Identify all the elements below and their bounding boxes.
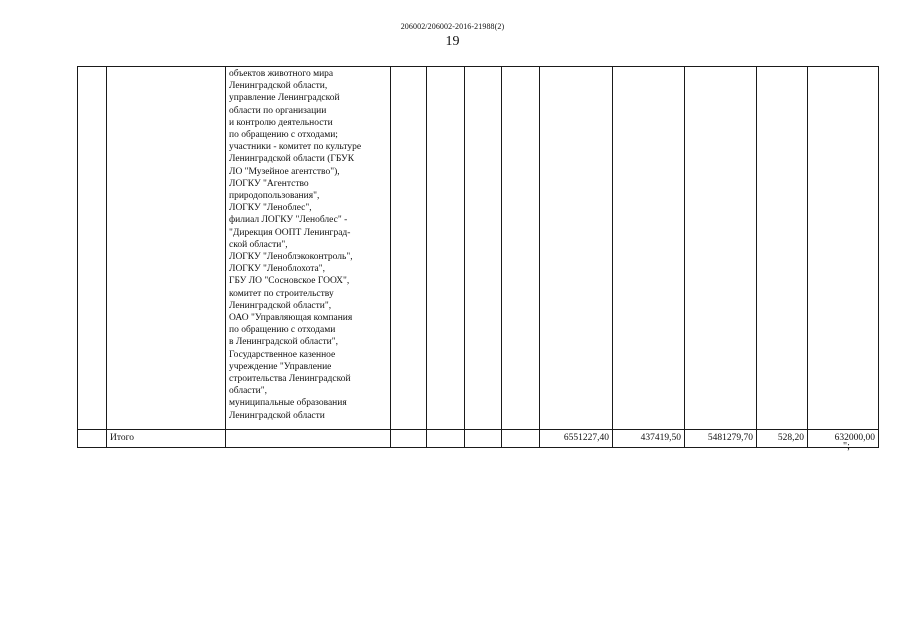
participants-line: области",: [229, 386, 268, 397]
table-cell: [427, 67, 465, 430]
table-cell: [808, 67, 879, 430]
table-cell: [613, 67, 685, 430]
participants-line: ГБУ ЛО "Сосновское ГООХ",: [229, 276, 350, 287]
participants-line: Ленинградской области,: [229, 81, 328, 92]
participants-cell: [226, 67, 391, 430]
document-id: 206002/206002-2016-21988(2): [400, 22, 505, 31]
participants-line: природопользования",: [229, 191, 320, 202]
participants-line: муниципальные образования: [229, 398, 347, 409]
total-value: 528,20: [757, 430, 808, 448]
table-cell: [502, 430, 540, 448]
participants-line: Ленинградской области: [229, 410, 325, 421]
table-cell: [465, 430, 502, 448]
table-cell: [465, 67, 502, 430]
total-row: [78, 430, 879, 448]
table-cell: [427, 430, 465, 448]
page-number: 19: [445, 34, 460, 49]
participants-line: ЛОГКУ "Агентство: [229, 178, 309, 189]
total-value: 5481279,70: [685, 430, 757, 448]
participants-line: учреждение "Управление: [229, 361, 332, 372]
participants-line: Ленинградской области (ГБУК: [229, 154, 355, 165]
table-cell: [78, 430, 107, 448]
table-cell: [540, 67, 613, 430]
participants-line: ЛОГКУ "Леноблес",: [229, 203, 312, 214]
participants-line: "Дирекция ООПТ Ленинград-: [229, 227, 351, 238]
participants-line: Государственное казенное: [229, 349, 336, 360]
table-cell: [107, 67, 226, 430]
table-cell: [685, 67, 757, 430]
participants-line: Ленинградской области",: [229, 300, 332, 311]
table-cell: [391, 430, 427, 448]
participants-line: по обращению с отходами;: [229, 130, 338, 141]
participants-line: филиал ЛОГКУ "Леноблес" -: [229, 215, 348, 226]
table-cell: [757, 67, 808, 430]
total-label: Итого: [107, 430, 226, 448]
participants-line: области по организации: [229, 105, 327, 116]
participants-line: ЛО "Музейное агентство"),: [229, 166, 340, 177]
closing-quote-mark: ";: [843, 441, 850, 452]
participants-line: ской области",: [229, 239, 288, 250]
table-row: [78, 67, 879, 430]
budget-table: [77, 66, 879, 448]
total-value: 632000,00: [808, 430, 879, 448]
participants-line: участники - комитет по культуре: [229, 142, 362, 153]
participants-line: объектов животного мира: [229, 69, 334, 79]
table-cell: [502, 67, 540, 430]
participants-line: ЛОГКУ "Леноблэкоконтроль",: [229, 252, 353, 263]
participants-line: в Ленинградской области",: [229, 337, 338, 348]
participants-line: ЛОГКУ "Леноблохота",: [229, 264, 325, 275]
table-cell: [78, 67, 107, 430]
total-value: 437419,50: [613, 430, 685, 448]
table-cell: [391, 67, 427, 430]
total-value: 6551227,40: [540, 430, 613, 448]
participants-line: по обращению с отходами: [229, 325, 336, 336]
participants-line: комитет по строительству: [229, 288, 334, 299]
participants-line: управление Ленинградской: [229, 93, 340, 104]
table-cell: [226, 430, 391, 448]
participants-line: ОАО "Управляющая компания: [229, 313, 353, 324]
participants-line: и контролю деятельности: [229, 117, 333, 128]
participants-line: строительства Ленинградской: [229, 374, 351, 385]
